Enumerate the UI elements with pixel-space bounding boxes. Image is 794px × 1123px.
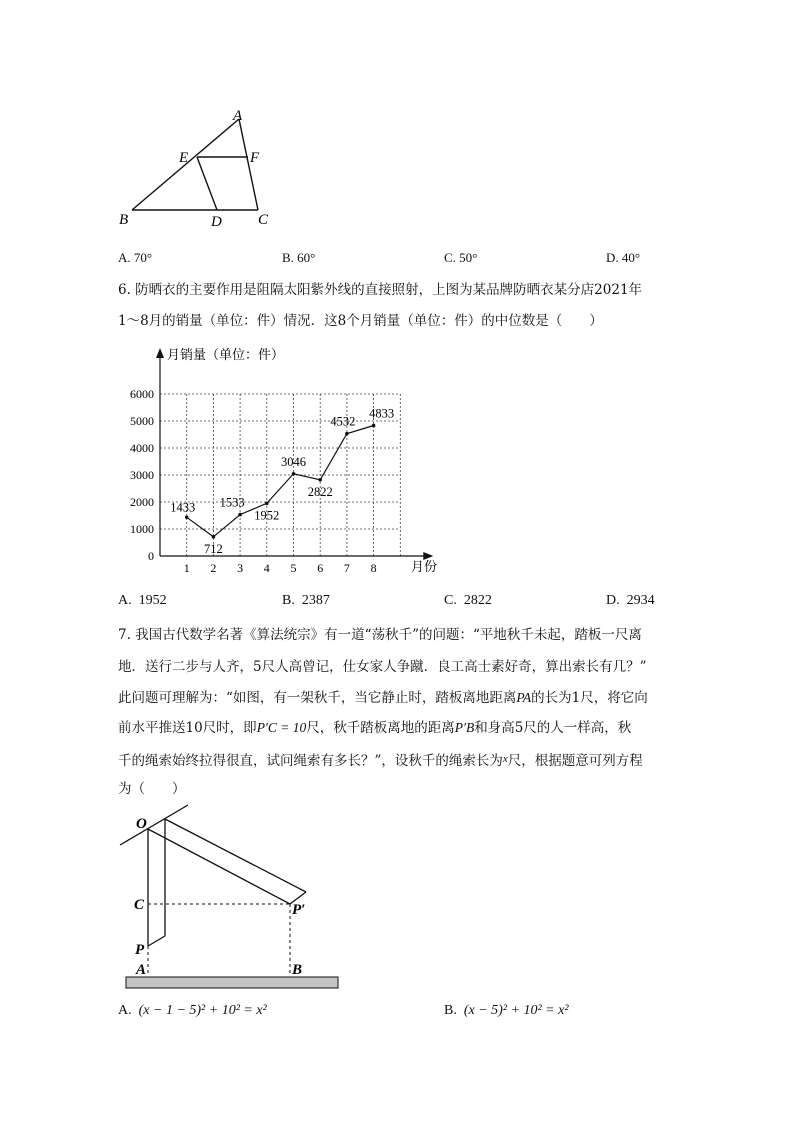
q6-choice-c[interactable] <box>444 593 492 609</box>
label-e: E <box>179 150 189 166</box>
q7-line-4-b: 尺，秋千踏板离地的距离 <box>306 720 455 736</box>
data-label: 2822 <box>307 484 333 499</box>
data-label: 1433 <box>170 500 196 515</box>
data-point <box>318 478 322 482</box>
data-label: 712 <box>204 541 223 556</box>
data-point <box>265 501 269 505</box>
data-point <box>185 516 189 520</box>
q5-choice-b-letter: B. <box>282 250 294 265</box>
data-label: 1533 <box>219 495 245 510</box>
data-label: 1952 <box>254 508 280 523</box>
x-axis-title: 月份 <box>411 560 438 575</box>
x-tick-label: 8 <box>370 561 377 575</box>
x-tick-label: 4 <box>263 561 270 575</box>
y-tick-label: 5000 <box>130 414 154 428</box>
q7-line-5-b: 尺，根据题意可列方程 <box>507 753 643 769</box>
x-tick-label: 7 <box>343 561 350 575</box>
q7-line-3 <box>118 691 648 705</box>
y-tick-label: 3000 <box>130 468 154 482</box>
label-b: B <box>119 212 129 228</box>
swing-label-b: B <box>292 962 303 978</box>
y-tick-label: 6000 <box>130 387 154 401</box>
data-point <box>372 424 376 428</box>
q7-choice-a[interactable] <box>118 1003 267 1019</box>
q7-choice-b[interactable] <box>444 1003 569 1019</box>
q6-choice-d[interactable] <box>606 593 655 609</box>
q7-line-5 <box>118 752 643 768</box>
q6-choice-b[interactable] <box>282 593 330 609</box>
y-axis-arrow <box>156 348 164 358</box>
x-tick-label: 5 <box>290 561 297 575</box>
q7-line-4-a: 前水平推送10尺时，即 <box>118 720 257 736</box>
q7-line-3-b: 的长为1尺，将它向 <box>531 690 648 706</box>
series-line <box>187 426 374 537</box>
y-tick-label: 4000 <box>130 441 154 455</box>
q6-choice-b-value: 2387 <box>301 593 330 608</box>
label-d: D <box>211 214 222 230</box>
q7-choice-a-eq: (x − 1 − 5)² + 10² = x² <box>138 1003 267 1018</box>
q6-choice-b-letter: B. <box>282 593 295 608</box>
math-pb: P′B <box>454 720 475 735</box>
swing-label-c: C <box>134 897 145 913</box>
y-tick-label: 2000 <box>130 495 154 509</box>
x-axis-arrow <box>423 552 433 560</box>
swing-label-o: O <box>136 816 147 832</box>
swing-figure <box>110 800 350 995</box>
x-tick-label: 6 <box>317 561 324 575</box>
data-point <box>238 513 242 517</box>
y-tick-label: 0 <box>148 549 154 563</box>
chart-x-ticks <box>184 561 377 575</box>
q7-choice-b-eq: (x − 5)² + 10² = x² <box>463 1003 569 1018</box>
q5-choice-d-value: 40° <box>621 250 641 265</box>
q7-line-2: 地．送行二步与人齐，5尺人高曾记，仕女家人争蹴．良工高士素好奇，算出索长有几？” <box>118 659 647 675</box>
q6-choice-c-value: 2822 <box>463 593 492 608</box>
swing-label-p-prime: P′ <box>292 902 306 918</box>
q5-choice-a-value: 70° <box>133 250 153 265</box>
data-point <box>292 472 296 476</box>
q6-line-2: 1～8月的销量（单位：件）情况．这8个月销量（单位：件）的中位数是（ ） <box>118 313 603 329</box>
chart-grid <box>160 394 400 556</box>
q6-choice-d-letter: D. <box>606 593 620 608</box>
chart-y-ticks <box>130 387 154 563</box>
q7-line-1: 7. 我国古代数学名著《算法统宗》有一道“荡秋千”的问题：“平地秋千未起，踏板一尺离 <box>118 627 642 643</box>
q7-line-6: 为（ ） <box>118 781 186 797</box>
sales-line-chart <box>110 340 450 580</box>
q5-choice-a-letter: A. <box>118 250 131 265</box>
x-tick-label: 3 <box>237 561 244 575</box>
q5-choice-d[interactable] <box>606 250 640 266</box>
q5-choice-b-value: 60° <box>297 250 316 265</box>
q7-line-4 <box>118 721 631 735</box>
q5-choice-b[interactable] <box>282 250 315 266</box>
chart-series <box>185 424 376 539</box>
label-c: C <box>258 212 269 228</box>
q7-choice-b-letter: B. <box>444 1003 457 1018</box>
q5-choice-c-letter: C. <box>444 250 456 265</box>
data-label: 4833 <box>369 406 395 421</box>
q6-choice-a[interactable] <box>118 593 167 609</box>
data-point <box>212 535 216 539</box>
swing-label-p: P <box>135 942 145 958</box>
q5-choice-a[interactable] <box>118 250 152 266</box>
label-f: F <box>250 150 260 166</box>
data-label: 4532 <box>330 414 356 429</box>
q7-line-5-a: 千的绳索始终拉得很直，试问绳索有多长？”，设秋千的绳索长为 <box>118 753 503 769</box>
q6-choice-a-letter: A. <box>118 593 132 608</box>
q7-line-4-c: 和身高5尺的人一样高，秋 <box>474 720 632 736</box>
q7-choice-a-letter: A. <box>118 1003 132 1018</box>
y-axis-title: 月销量（单位：件） <box>167 348 285 363</box>
q5-choice-c[interactable] <box>444 250 477 266</box>
q7-line-3-a: 此问题可理解为：“如图，有一架秋千，当它静止时，踏板离地距离 <box>118 690 517 706</box>
x-tick-label: 1 <box>183 561 190 575</box>
swing-label-a: A <box>136 962 147 978</box>
math-pa: PA <box>516 690 532 705</box>
data-label: 3046 <box>281 454 306 469</box>
q6-choice-a-value: 1952 <box>138 593 167 608</box>
triangle-figure <box>110 100 300 235</box>
ground-bar <box>126 977 338 988</box>
q5-choice-d-letter: D. <box>606 250 619 265</box>
math-pc-eq: P′C = 10 <box>256 720 307 735</box>
q5-choice-c-value: 50° <box>459 250 478 265</box>
y-tick-label: 1000 <box>130 522 154 536</box>
data-point <box>345 432 349 436</box>
q6-line-1: 6. 防晒衣的主要作用是阻隔太阳紫外线的直接照射，上图为某品牌防晒衣某分店2021年 <box>118 282 643 298</box>
q6-choice-c-letter: C. <box>444 593 457 608</box>
label-a: A <box>233 108 243 124</box>
math-x: x <box>502 753 508 765</box>
x-tick-label: 2 <box>210 561 217 575</box>
q6-choice-d-value: 2934 <box>626 593 655 608</box>
